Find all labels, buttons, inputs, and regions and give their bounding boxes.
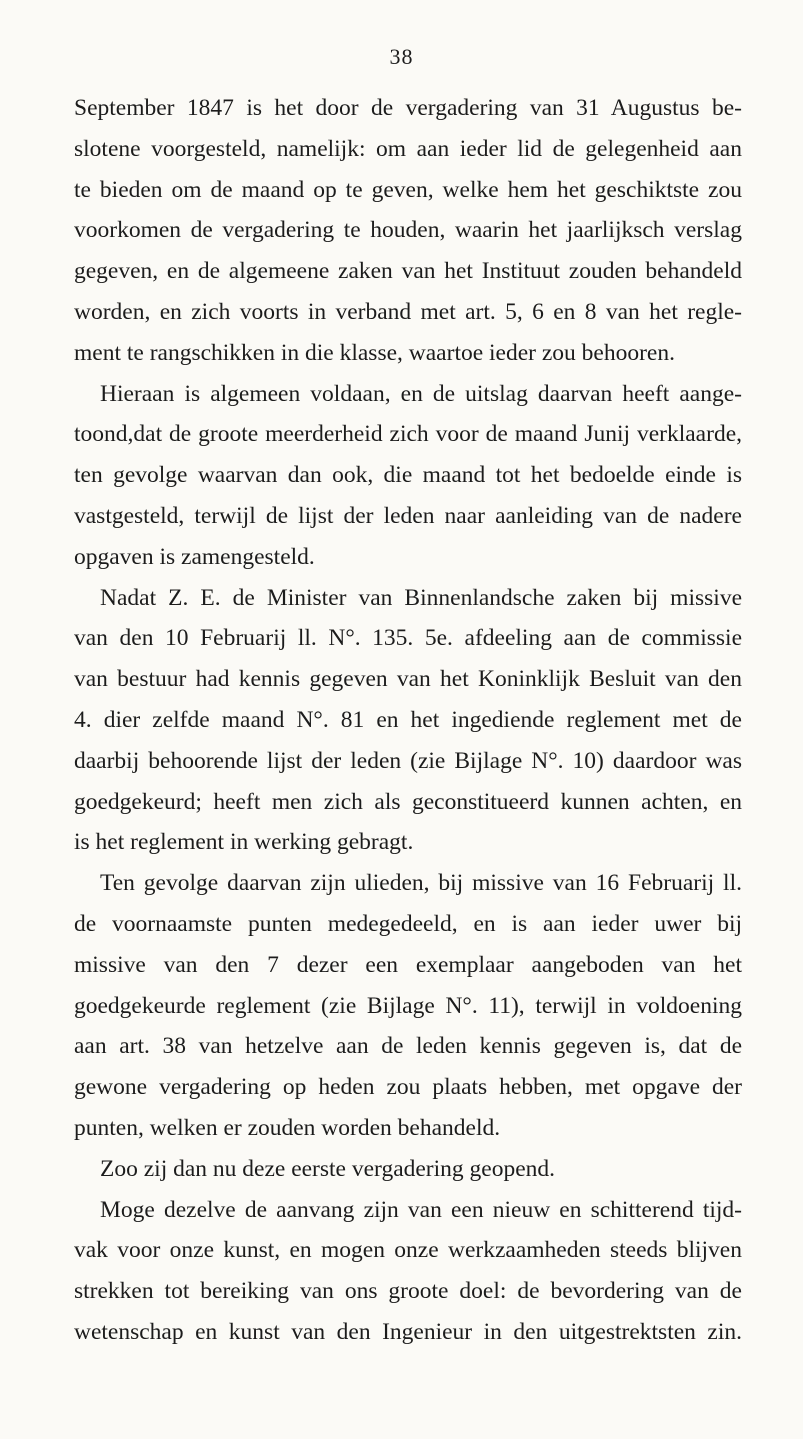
text-line: ten gevolge waarvan dan ook, die maand tot het bedoelde einde is [74, 462, 742, 489]
text-line: strekken tot bereiking van ons groote doel: de bevordering van de [74, 1278, 742, 1305]
paragraph [74, 578, 742, 864]
text-line: ment te rangschikken in die klasse, waartoe ieder zou behooren. [74, 339, 675, 366]
text-line: voorkomen de vergadering te houden, waarin het jaarlijksch verslag [74, 217, 742, 244]
text-line: opgaven is zamengesteld. [74, 543, 315, 570]
text-line: 4. dier zelfde maand N°. 81 en het ingediende reglement met de [74, 706, 742, 733]
text-line: goedgekeurde reglement (zie Bijlage N°. 11), terwijl in voldoening [74, 992, 742, 1019]
text-line: September 1847 is het door de vergadering van 31 Augustus be- [74, 95, 742, 121]
body-text [74, 88, 742, 1353]
paragraph [74, 1190, 742, 1353]
text-line: Moge dezelve de aanvang zijn van een nieuw en schitterend tijd- [100, 1196, 742, 1223]
text-line: gegeven, en de algemeene zaken van het Instituut zouden behandeld [74, 258, 742, 285]
text-line: van den 10 Februarij ll. N°. 135. 5e. afdeeling aan de commissie [74, 625, 742, 652]
text-line: de voornaamste punten medegedeeld, en is aan ieder uwer bij [74, 910, 742, 937]
text-line: goedgekeurd; heeft men zich als geconstitueerd kunnen achten, en [74, 788, 742, 815]
text-line: vastgesteld, terwijl de lijst der leden naar aanleiding van de nadere [74, 502, 742, 529]
paragraph [74, 88, 742, 374]
text-line: wetenschap en kunst van den Ingenieur in den uitgestrektsten zin. [74, 1318, 742, 1345]
paragraph [74, 863, 742, 1149]
text-line: te bieden om de maand op te geven, welke hem het geschiktste zou [74, 176, 742, 203]
paragraph [74, 1149, 742, 1190]
text-line: Zoo zij dan nu deze eerste vergadering geopend. [100, 1155, 556, 1182]
text-line: slotene voorgesteld, namelijk: om aan ieder lid de gelegenheid aan [74, 135, 742, 162]
text-line: toond,dat de groote meerderheid zich voor de maand Junij verklaarde, [74, 421, 742, 448]
text-line: Ten gevolge daarvan zijn ulieden, bij missive van 16 Februarij ll. [100, 870, 742, 897]
text-line: vak voor onze kunst, en mogen onze werkzaamheden steeds blijven [74, 1237, 742, 1264]
text-line: worden, en zich voorts in verband met art. 5, 6 en 8 van het regle- [74, 298, 742, 325]
text-line: gewone vergadering op heden zou plaats hebben, met opgave der [74, 1074, 742, 1101]
text-line: missive van den 7 dezer een exemplaar aangeboden van het [74, 951, 742, 978]
text-line: punten, welken er zouden worden behandeld. [74, 1114, 501, 1141]
paragraph [74, 374, 742, 578]
text-line: is het reglement in werking gebragt. [74, 829, 414, 856]
page-number: 38 [389, 44, 414, 69]
text-line: van bestuur had kennis gegeven van het Koninklijk Besluit van den [74, 666, 742, 693]
text-line: daarbij behoorende lijst der leden (zie Bijlage N°. 10) daardoor was [74, 747, 742, 774]
text-line: Nadat Z. E. de Minister van Binnenlandsche zaken bij missive [100, 584, 742, 611]
text-line: aan art. 38 van hetzelve aan de leden kennis gegeven is, dat de [74, 1033, 742, 1060]
text-line: Hieraan is algemeen voldaan, en de uitslag daarvan heeft aange- [100, 380, 742, 407]
